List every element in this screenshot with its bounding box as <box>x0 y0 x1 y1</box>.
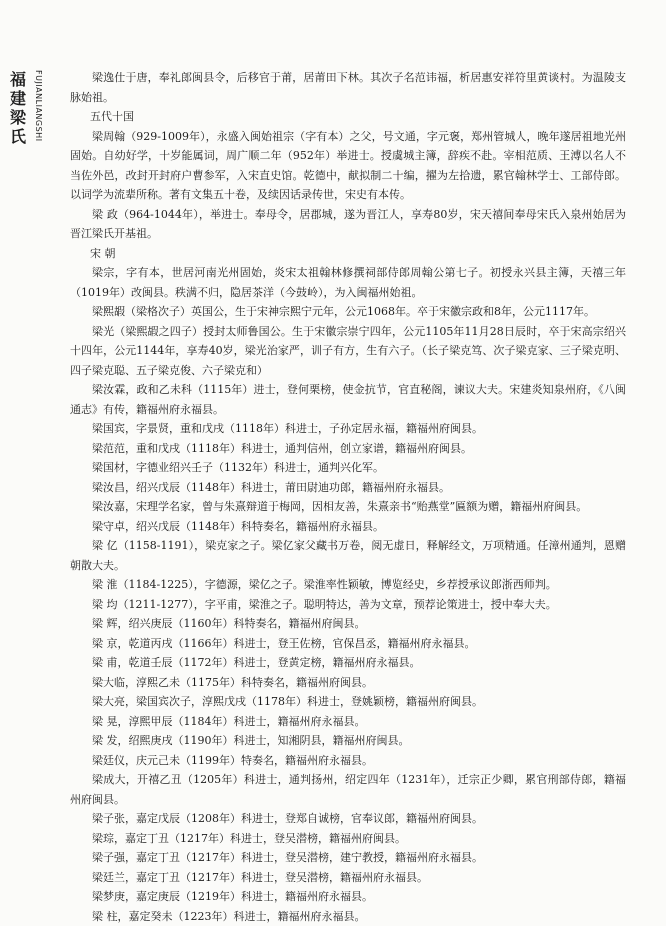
paragraph: 梁 柱，嘉定癸未（1223年）科进士，籍福州府永福县。 <box>70 907 626 926</box>
paragraph: 梁琮，嘉定丁丑（1217年）科进士，登吴潜榜，籍福州府闽县。 <box>70 829 626 849</box>
paragraph: 梁 辉，绍兴庚辰（1160年）科特奏名，籍福州府闽县。 <box>70 614 626 634</box>
paragraph: 梁 淮（1184-1225），字德源，梁亿之子。梁淮率性颖敏，博览经史，乡荐授承议郎浙西师判。 <box>70 575 626 595</box>
paragraph: 梁守卓，绍兴戊辰（1148年）科特奏名，籍福州府永福县。 <box>70 517 626 537</box>
paragraph: 梁汝嘉，宋理学名家，曾与朱熹辩道于梅岡，因相友善，朱熹亲书“贻燕堂”匾额为赠，籍福州府闽县。 <box>70 497 626 517</box>
page-body <box>70 68 626 926</box>
paragraph: 梁 晃，淳熙甲辰（1184年）科进士，籍福州府永福县。 <box>70 712 626 732</box>
paragraph: 梁光（梁熙嘏之四子）授封太师鲁国公。生于宋徽宗崇宁四年，公元1105年11月28日辰时，卒于宋高宗绍兴十四年，公元1144年，享寿40岁，梁光治家严，训子有方，生有六子。（长子梁克笃、次子梁克家、三子梁克明、四子梁克聪、五子梁克俊、六子梁克和） <box>70 322 626 381</box>
paragraph: 梁 发，绍熙庚戌（1190年）科进士，知湘阴县，籍福州府闽县。 <box>70 731 626 751</box>
paragraph: 梁子张，嘉定戊辰（1208年）科进士，登郑自诚榜，官奉议郎，籍福州府闽县。 <box>70 809 626 829</box>
paragraph: 梁 亿（1158-1191），梁克家之子。梁亿家父藏书万卷，阅无虚日，释解经文，万项精通。任漳州通判，恩赠朝散大夫。 <box>70 536 626 575</box>
paragraph: 梁大临，淳熙乙未（1175年）科特奏名，籍福州府闽县。 <box>70 673 626 693</box>
paragraph: 梁周翰（929-1009年），永盛入闽始祖宗（字有本）之父，号文通，字元褒，郑州管城人，晚年遂居祖地光州固始。自幼好学，十岁能属词，周广顺二年（952年）举进士。授虞城主簿，辞疾不赴。宰相范质、王溥以名人不当佐外邑，改封开封府户曹参军，入宋直史馆。乾德中，献拟制二十编，擢为左拾遗，累官翰林学士、工部侍郎。以词学为流辈所称。著有文集五十卷，及续因话录传世，宋史有本传。 <box>70 127 626 205</box>
book-title: 福建梁氏 <box>10 70 28 146</box>
paragraph: 梁宗，字有本，世居河南光州固始，炎宋太祖翰林修撰祠部侍郎周翰公第七子。初授永兴县主簿，天禧三年（1019年）改闽县。秩满不归，隐居茶洋（今鼓岭），为入闽福州始祖。 <box>70 263 626 302</box>
paragraph: 梁汝霖，政和乙未科（1115年）进士，登何栗榜，使金抗节，官直秘阁，谏议大夫。宋建炎知泉州府，《八闽通志》有传，籍福州府永福县。 <box>70 380 626 419</box>
paragraph: 梁成大，开禧乙丑（1205年）科进士，通判扬州，绍定四年（1231年），迁宗正少卿，累官刑部侍郎，籍福州府闽县。 <box>70 770 626 809</box>
paragraph: 梁 政（964-1044年），举进士。奉母令，居郡城，遂为晋江人，享寿80岁，宋天禧间奉母宋氏入泉州始居为晋江梁氏开基祖。 <box>70 205 626 244</box>
paragraph: 梁逸仕于唐，奉礼郎闽县令，后移官于莆，居莆田下林。其次子名范讳福，析居惠安祥符里黄谈村。为温陵支脉始祖。 <box>70 68 626 107</box>
paragraph: 梁国宾，字景贤，重和戊戌（1118年）科进士，子孙定居永福，籍福州府闽县。 <box>70 419 626 439</box>
paragraph: 梁 均（1211-1277），字平甫，梁淮之子。聪明特达，善为文章，预荐论策进士，授中奉大夫。 <box>70 595 626 615</box>
section-heading: 五代十国 <box>70 107 626 127</box>
paragraph: 梁国材，字德业绍兴壬子（1132年）科进士，通判兴化军。 <box>70 458 626 478</box>
paragraph: 梁子强，嘉定丁丑（1217年）科进士，登吴潜榜，建宁教授，籍福州府永福县。 <box>70 848 626 868</box>
paragraph: 梁熙嘏（梁格次子）英国公，生于宋神宗熙宁元年，公元1068年。卒于宋徽宗政和8年，公元1117年。 <box>70 302 626 322</box>
paragraph: 梁梦庚，嘉定庚辰（1219年）科进士，籍福州府永福县。 <box>70 887 626 907</box>
section-heading: 宋 朝 <box>70 244 626 264</box>
paragraph: 梁汝昌，绍兴戊辰（1148年）科进士，莆田尉迪功郎，籍福州府永福县。 <box>70 478 626 498</box>
paragraph: 梁廷仪，庆元己未（1199年）特奏名，籍福州府永福县。 <box>70 751 626 771</box>
book-title-pinyin: FUJIANLIANGSHI <box>34 70 43 142</box>
paragraph: 梁 京，乾道丙戌（1166年）科进士，登王佐榜，官保昌丞，籍福州府永福县。 <box>70 634 626 654</box>
paragraph: 梁大亮，梁国宾次子，淳熙戊戌（1178年）科进士，登姚颖榜，籍福州府闽县。 <box>70 692 626 712</box>
paragraph: 梁廷兰，嘉定丁丑（1217年）科进士，登吴潜榜，籍福州府永福县。 <box>70 868 626 888</box>
paragraph: 梁范范，重和戊戌（1118年）科进士，通判信州，创立家谱，籍福州府闽县。 <box>70 439 626 459</box>
paragraph: 梁 甫，乾道壬辰（1172年）科进士，登黄定榜，籍福州府永福县。 <box>70 653 626 673</box>
